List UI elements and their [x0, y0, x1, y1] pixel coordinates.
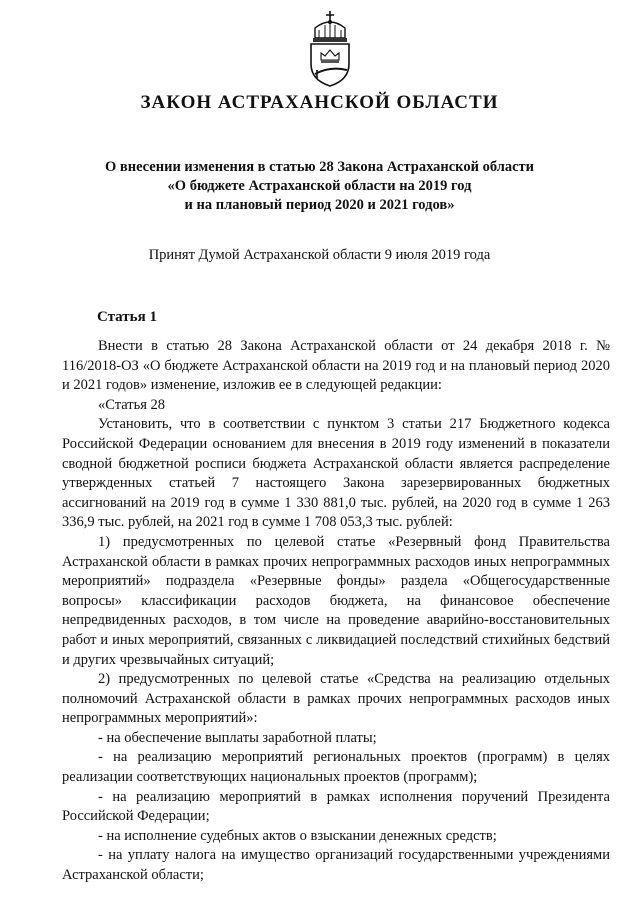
adoption-note: Принят Думой Астраханской области 9 июля 2019 года — [148, 247, 491, 263]
law-subtitle — [0, 158, 639, 215]
paragraph: Внести в статью 28 Закона Астраханской области от 24 декабря 2018 г. № 116/2018-ОЗ «О бюджете Астраханской области на 2019 год и на плановый период 2020 и 2021 годов» изменение, изложив ее в следующей редакции: — [62, 338, 610, 394]
article-body — [62, 337, 610, 886]
subtitle-line: О внесении изменения в статью 28 Закона Астраханской области — [104, 159, 535, 175]
paragraph: - на исполнение судебных актов о взыскании денежных средств; — [98, 827, 497, 844]
subtitle-line: и на плановый период 2020 и 2021 годов» — [184, 197, 455, 213]
paragraph: - на уплату налога на имущество организаций государственными учреждениями Астраханской области; — [62, 847, 610, 884]
coat-of-arms-icon — [297, 8, 363, 88]
paragraph: Установить, что в соответствии с пунктом 3 статьи 217 Бюджетного кодекса Российской Федерации основанием для внесения в 2019 году изменений в показатели сводной бюджетной росписи бюджета Астраханской области является распределение утвержденных статьей 7 настоящего Закона зарезервированных бюджетных ассигнований на 2019 год в сумме 1 330 881,0 тыс. рублей, на 2020 год в сумме 1 263 336,9 тыс. рублей, на 2021 год в сумме 1 708 053,3 тыс. рублей: — [62, 416, 610, 531]
paragraph: 1) предусмотренных по целевой статье «Резервный фонд Правительства Астраханской области в рамках прочих непрограммных расходов иных непрограммных мероприятий» подраздела «Резервные фонды» раздела «Общегосударственные вопросы» классификации расходов бюджета, на финансовое обеспечение непредвиденных расходов, в том числе на проведение аварийно-восстановительных работ и иных мероприятий, связанных с ликвидацией последствий стихийных бедствий и других чрезвычайных ситуаций; — [62, 533, 610, 668]
law-title: ЗАКОН АСТРАХАНСКОЙ ОБЛАСТИ — [140, 92, 499, 113]
article-heading: Статья 1 — [97, 309, 157, 325]
paragraph: «Статья 28 — [98, 396, 166, 413]
paragraph: - на реализацию мероприятий региональных проектов (программ) в целях реализации соответствующих национальных проектов (программ); — [62, 749, 610, 786]
paragraph: - на реализацию мероприятий в рамках исполнения поручений Президента Российской Федерации; — [62, 788, 610, 825]
subtitle-line: «О бюджете Астраханской области на 2019 год — [167, 178, 472, 194]
paragraph: - на обеспечение выплаты заработной платы; — [98, 729, 377, 746]
paragraph: 2) предусмотренных по целевой статье «Средства на реализацию отдельных полномочий Астраханской области в рамках прочих непрограммных расходов иных непрограммных мероприятий»: — [62, 671, 610, 727]
